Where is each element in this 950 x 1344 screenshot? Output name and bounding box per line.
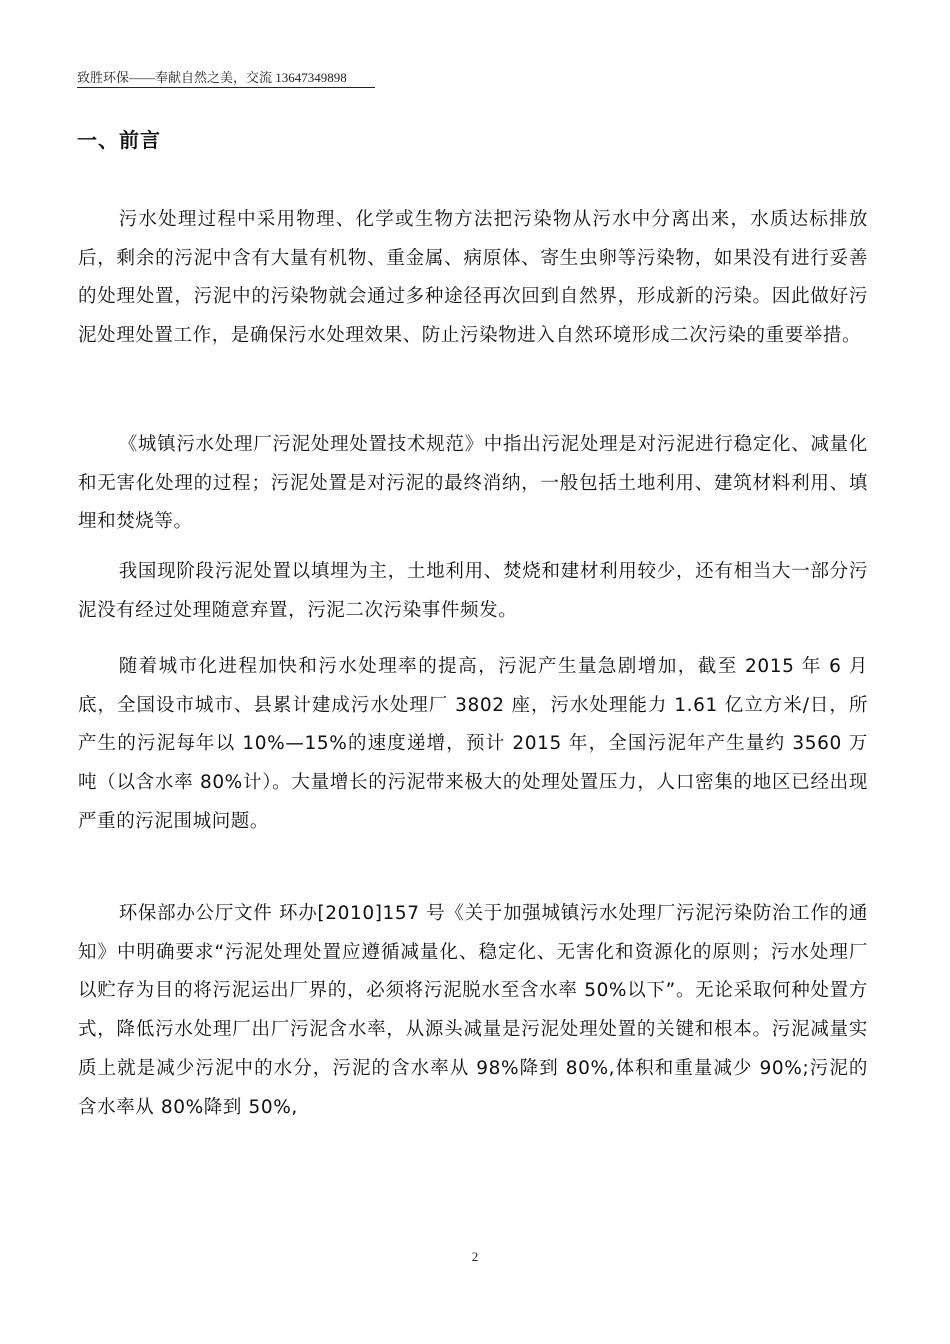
page-header: 致胜环保——奉献自然之美，交流 13647349898	[77, 70, 375, 88]
paragraph-standard: 《城镇污水处理厂污泥处理处置技术规范》中指出污泥处理是对污泥进行稳定化、减量化和无害化处理的过程；污泥处置是对污泥的最终消纳，一般包括土地利用、建筑材料利用、填埋和焚烧等。	[78, 434, 868, 533]
paragraph-regulation: 环保部办公厅文件 环办[2010]157 号《关于加强城镇污水处理厂污泥污染防治工作的通知》中明确要求“污泥处理处置应遵循减量化、稳定化、无害化和资源化的原则；污水处理厂以贮存为目的将污泥运出厂界的，必须将污泥脱水至含水率 50%以下”。无论采取何种处置方式，降低污水处理厂出厂污泥含水率，从源头减量是污泥处理处置的关键和根本。污泥减量实质上就是减少污泥中的水分，污泥的含水率从 98%降到 80%,体积和重量减少 90%;污泥的含水率从 80%降到 50%,	[78, 903, 868, 1118]
paragraph-statistics: 随着城市化进程加快和污水处理率的提高，污泥产生量急剧增加，截至 2015 年 6 月底，全国设市城市、县累计建成污水处理厂 3802 座，污水处理能力 1.61 亿立方米/日，所产生的污泥每年以 10%—15%的速度递增，预计 2015 年，全国污泥年产生量约 3560 万吨（以含水率 80%计）。大量增长的污泥带来极大的处理处置压力，人口密集的地区已经出现严重的污泥围城问题。	[78, 656, 868, 832]
section-heading: 一、前言	[77, 128, 161, 152]
page-number: 2	[471, 1249, 479, 1264]
paragraph-intro: 污水处理过程中采用物理、化学或生物方法把污染物从污水中分离出来，水质达标排放后，剩余的污泥中含有大量有机物、重金属、病原体、寄生虫卵等污染物，如果没有进行妥善的处理处置，污泥中的污染物就会通过多种途径再次回到自然界，形成新的污染。因此做好污泥处理处置工作，是确保污水处理效果、防止污染物进入自然环境形成二次污染的重要举措。	[78, 209, 868, 347]
paragraph-current-status: 我国现阶段污泥处置以填埋为主，土地利用、焚烧和建材利用较少，还有相当大一部分污泥没有经过处理随意弃置，污泥二次污染事件频发。	[78, 561, 868, 621]
